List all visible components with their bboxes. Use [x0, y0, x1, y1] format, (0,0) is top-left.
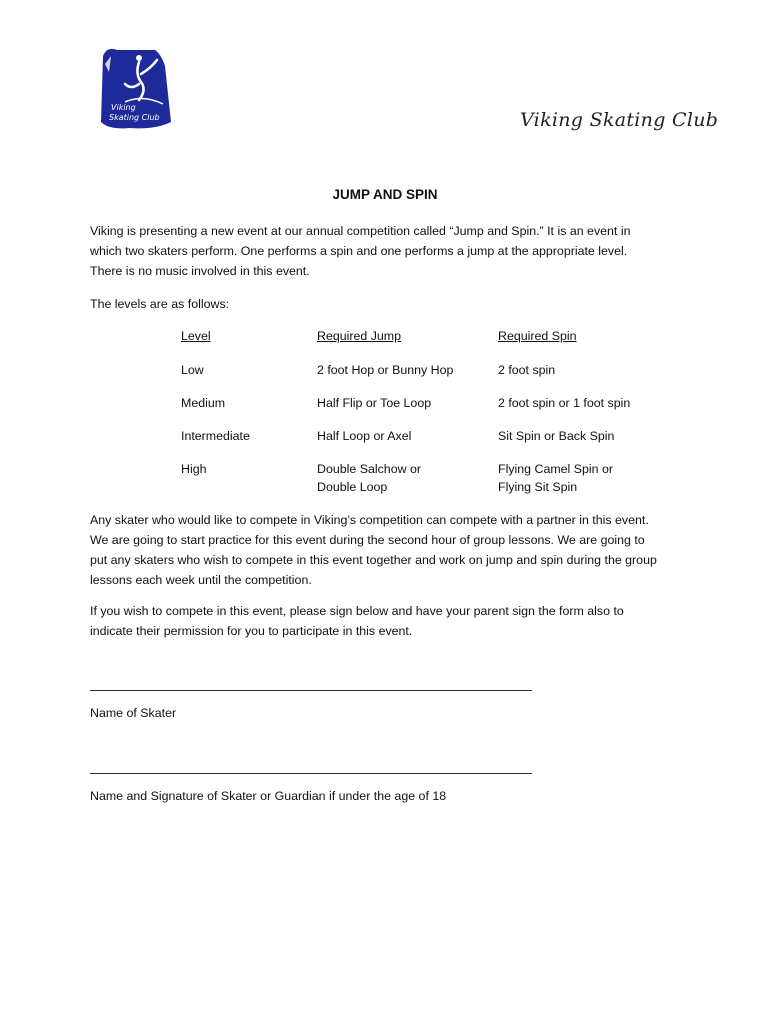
logo-text-line1: Viking [111, 103, 136, 112]
sign-line: indicate their permission for you to participate in this event. [90, 624, 413, 638]
level-cell: High [181, 462, 207, 476]
levels-intro: The levels are as follows: [90, 297, 230, 311]
practice-paragraph [90, 510, 690, 590]
intro-line: which two skaters perform. One performs a spin and one performs a jump at the appropriate level. [90, 244, 628, 258]
logo-text-line2: Skating Club [109, 113, 160, 122]
intro-line: Viking is presenting a new event at our annual competition called “Jump and Spin.” It is an event in [90, 224, 631, 238]
header-level: Level [181, 329, 211, 343]
spin-cell: Flying Camel Spin or [498, 462, 614, 476]
guardian-signature-line[interactable] [90, 773, 532, 774]
jump-cell: 2 foot Hop or Bunny Hop [317, 363, 454, 377]
practice-line: lessons each week until the competition. [90, 573, 312, 587]
level-cell: Medium [181, 396, 226, 410]
spin-cell: Sit Spin or Back Spin [498, 429, 615, 443]
spin-cell-line2: Flying Sit Spin [498, 480, 578, 494]
level-cell: Low [181, 363, 204, 377]
spin-cell: 2 foot spin [498, 363, 556, 377]
sign-paragraph [90, 601, 690, 641]
jump-cell: Half Loop or Axel [317, 429, 412, 443]
club-name: Viking Skating Club [520, 109, 719, 131]
intro-line: There is no music involved in this event. [90, 264, 310, 278]
skater-name-signature-line[interactable] [90, 690, 532, 691]
jump-cell: Double Salchow or [317, 462, 422, 476]
skater-name-label: Name of Skater [90, 706, 177, 720]
practice-line: Any skater who would like to compete in Viking’s competition can compete with a partner in this event. [90, 513, 649, 527]
practice-line: put any skaters who wish to compete in this event together and work on jump and spin during the group [90, 553, 657, 567]
practice-line: We are going to start practice for this event during the second hour of group lessons. We are going to [90, 533, 645, 547]
header-required-spin: Required Spin [498, 329, 577, 343]
document-title: JUMP AND SPIN [332, 187, 438, 202]
level-cell: Intermediate [181, 429, 250, 443]
spin-cell: 2 foot spin or 1 foot spin [498, 396, 631, 410]
jump-cell-line2: Double Loop [317, 480, 388, 494]
jump-cell: Half Flip or Toe Loop [317, 396, 432, 410]
sign-line: If you wish to compete in this event, please sign below and have your parent sign the form also to [90, 604, 624, 618]
club-logo [95, 44, 177, 134]
header-required-jump: Required Jump [317, 329, 402, 343]
intro-paragraph [90, 221, 690, 281]
guardian-signature-label: Name and Signature of Skater or Guardian if under the age of 18 [90, 789, 447, 803]
